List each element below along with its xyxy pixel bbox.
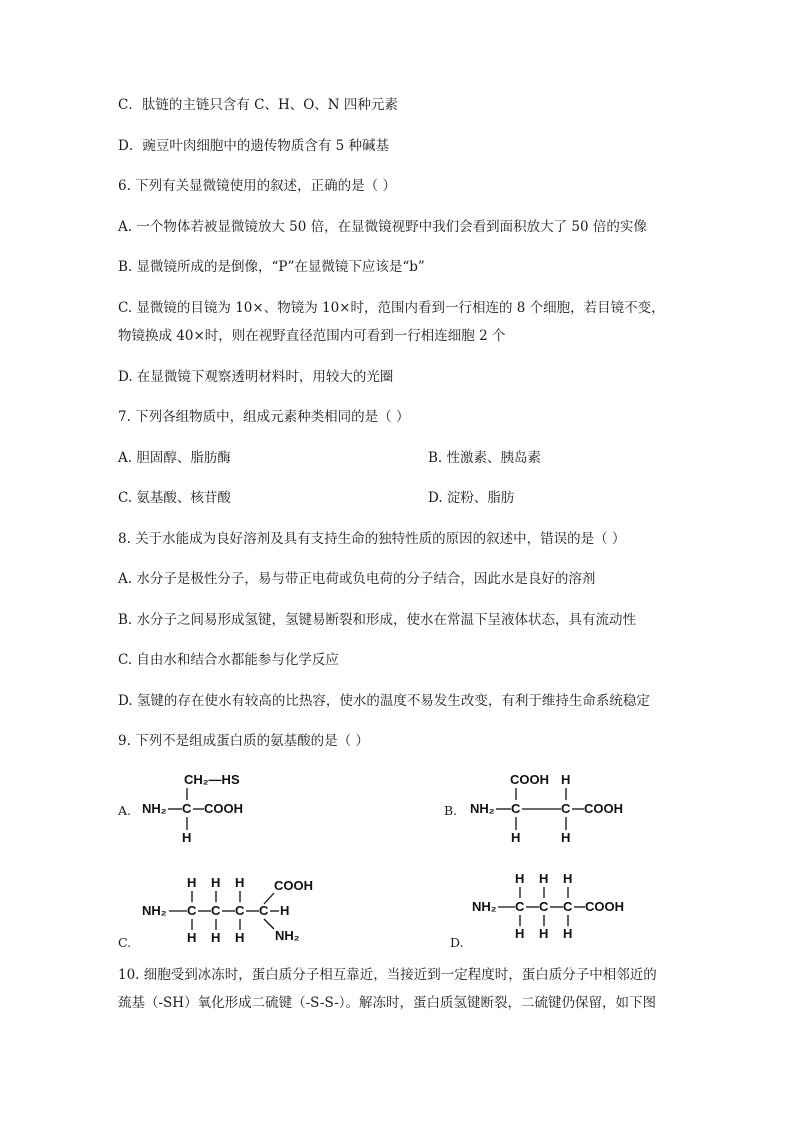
structure-c-c4: C <box>259 903 269 918</box>
structure-d-h-top2: H <box>539 871 549 886</box>
q8-option-b: B. 水分子之间易形成氢键，氢键易断裂和形成，使水在常温下呈液体状态，具有流动性 <box>118 612 637 628</box>
structure-c-h-top1: H <box>187 875 197 890</box>
structure-d-h-bottom3: H <box>563 926 573 941</box>
structure-d-nh2: NH₂ <box>472 899 497 914</box>
q5-option-c: C．肽链的主链只含有 C、H、O、N 四种元素 <box>118 97 398 113</box>
q9-option-a-label: A. <box>118 803 132 818</box>
structure-c-cooh-top: COOH <box>274 878 313 893</box>
structure-d-c2: C <box>539 899 549 914</box>
structure-c-h-top2: H <box>211 875 221 890</box>
q9-option-b-label: B. <box>444 803 458 818</box>
q6-option-a: A. 一个物体若被显微镜放大 50 倍，在显微镜视野中我们会看到面积放大了 50 倍的实像 <box>118 219 647 235</box>
structure-b <box>470 770 640 850</box>
structure-a-drawing <box>142 770 272 850</box>
structure-c-h-right: H <box>280 903 290 918</box>
question-8: 8. 关于水能成为良好溶剂及具有支持生命的独特性质的原因的叙述中，错误的是（ ） <box>118 531 626 547</box>
structure-c-h-bottom2: H <box>211 930 221 945</box>
structure-b-c2: C <box>561 801 571 816</box>
q8-option-d: D. 氢键的存在使水有较高的比热容，使水的温度不易发生改变，有利于维持生命系统稳定 <box>118 693 650 709</box>
q7-option-b: B. 性激素、胰岛素 <box>428 450 542 466</box>
structure-c-c2: C <box>211 903 221 918</box>
q7-option-a: A. 胆固醇、脂肪酶 <box>118 450 231 466</box>
q5-option-d: D．豌豆叶肉细胞中的遗传物质含有 5 种碱基 <box>118 138 389 154</box>
structure-c-c3: C <box>235 903 245 918</box>
structure-d-h-top3: H <box>563 871 573 886</box>
structure-d-c3: C <box>563 899 573 914</box>
question-9: 9. 下列不是组成蛋白质的氨基酸的是（ ） <box>118 733 369 749</box>
structure-b-h1: H <box>511 830 521 845</box>
structure-b-drawing <box>470 770 640 850</box>
structure-d-h-top1: H <box>515 871 525 886</box>
question-10-line2: 巯基（-SH）氧化形成二硫键（-S-S-）。解冻时，蛋白质氢键断裂，二硫键仍保留，如下图 <box>118 995 657 1011</box>
q8-option-c: C. 自由水和结合水都能参与化学反应 <box>118 652 339 668</box>
q6-option-b: B. 显微镜所成的是倒像，“P”在显微镜下应该是“b” <box>118 259 425 275</box>
structure-a <box>142 770 272 850</box>
q7-option-d: D. 淀粉、脂肪 <box>428 490 515 506</box>
structure-c <box>142 874 332 954</box>
structure-b-h-top: H <box>561 772 571 787</box>
q6-option-d: D. 在显微镜下观察透明材料时，用较大的光圈 <box>118 369 394 385</box>
structure-d <box>472 870 642 950</box>
structure-d-h-bottom2: H <box>539 926 549 941</box>
structure-c-h-top3: H <box>235 875 245 890</box>
structure-d-drawing <box>472 870 642 950</box>
structure-c-c1: C <box>187 903 197 918</box>
structure-a-nh2: NH₂ <box>142 801 167 816</box>
question-6: 6. 下列有关显微镜使用的叙述，正确的是（ ） <box>118 178 396 194</box>
question-7: 7. 下列各组物质中，组成元素种类相同的是（ ） <box>118 409 410 425</box>
q6-option-c-line2: 物镜换成 40×时，则在视野直径范围内可看到一行相连细胞 2 个 <box>118 328 506 344</box>
q9-option-c-label: C. <box>118 935 132 950</box>
q9-option-d-label: D. <box>450 935 464 950</box>
structure-d-cooh: COOH <box>585 899 624 914</box>
structure-a-c: C <box>182 801 192 816</box>
structure-a-ch2sh: CH₂—HS <box>184 772 240 787</box>
structure-b-h2: H <box>561 830 571 845</box>
structure-d-c1: C <box>515 899 525 914</box>
structure-c-nh2-bottom: NH₂ <box>275 928 300 943</box>
structure-b-nh2: NH₂ <box>470 801 495 816</box>
structure-c-h-bottom1: H <box>187 930 197 945</box>
q6-option-c-line1: C. 显微镜的目镜为 10×、物镜为 10×时，范围内看到一行相连的 8 个细胞，若目镜不变， <box>118 300 665 316</box>
question-10-line1: 10. 细胞受到冰冻时，蛋白质分子相互靠近，当接近到一定程度时，蛋白质分子中相邻近的 <box>118 967 657 983</box>
structure-b-c1: C <box>511 801 521 816</box>
q7-option-c: C. 氨基酸、核苷酸 <box>118 490 231 506</box>
structure-a-cooh: COOH <box>204 801 243 816</box>
structure-a-h: H <box>182 830 192 845</box>
structure-c-h-bottom3: H <box>235 930 245 945</box>
structure-d-h-bottom1: H <box>515 926 525 941</box>
structure-b-cooh: COOH <box>584 801 623 816</box>
structure-b-cooh-top: COOH <box>510 772 549 787</box>
q8-option-a: A. 水分子是极性分子，易与带正电荷或负电荷的分子结合，因此水是良好的溶剂 <box>118 571 596 587</box>
structure-c-nh2: NH₂ <box>142 903 167 918</box>
structure-c-drawing <box>142 874 332 954</box>
